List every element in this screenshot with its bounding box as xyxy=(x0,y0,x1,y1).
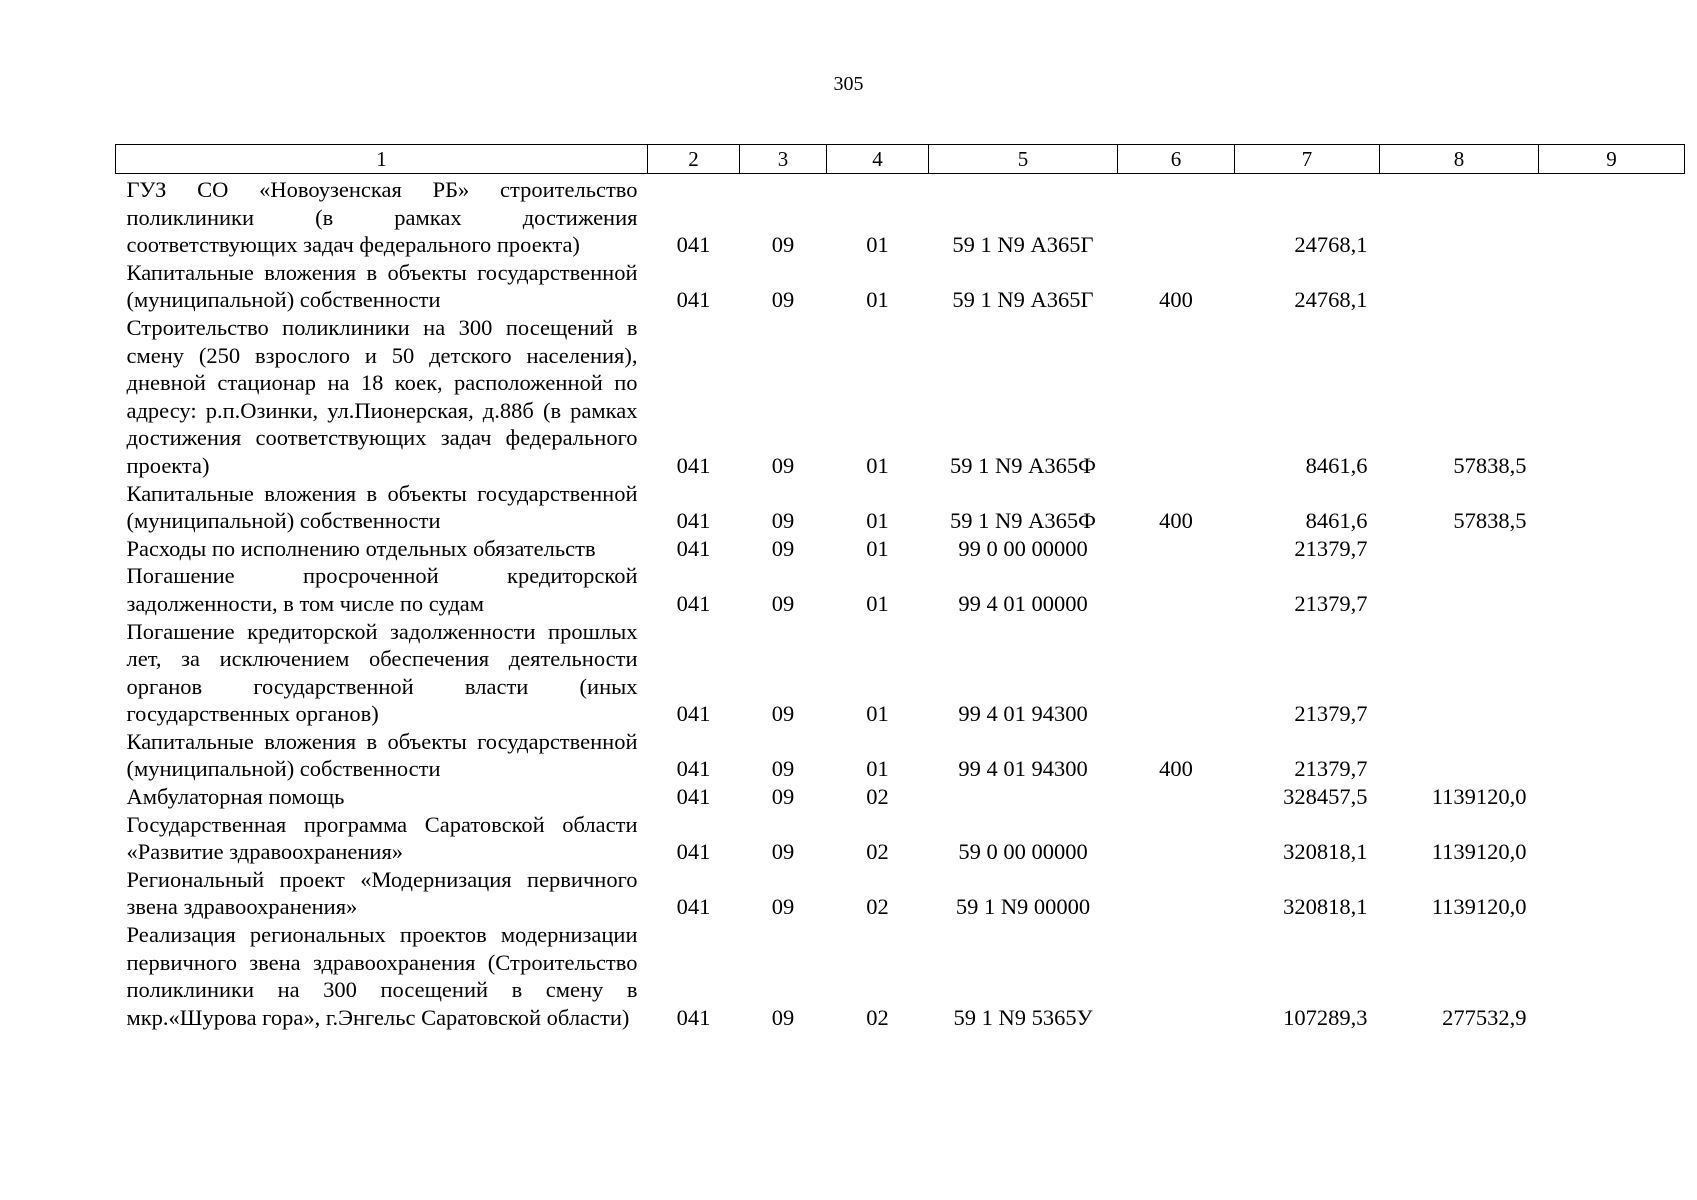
column-header: 3 xyxy=(740,145,827,174)
expense-type-code xyxy=(1118,562,1235,617)
subsection-code: 01 xyxy=(866,508,889,534)
item-name: Государственная программа Саратовской области «Развитие здравоохранения» xyxy=(126,811,638,865)
amount-col-9 xyxy=(1539,562,1685,617)
item-name: Капитальные вложения в объекты государственной (муниципальной) собственности xyxy=(126,728,638,782)
amount-col-9 xyxy=(1539,618,1685,728)
section-code: 09 xyxy=(771,839,795,865)
column-header: 9 xyxy=(1539,145,1685,174)
target-article-code: 59 1 N9 5365У xyxy=(953,1004,1093,1030)
amount-col-8: 277532,9 xyxy=(1442,1004,1527,1030)
ministry-code: 041 xyxy=(676,784,711,810)
table-row xyxy=(116,783,1685,811)
target-article-code: 99 4 01 94300 xyxy=(958,756,1088,782)
expense-type-code xyxy=(1118,618,1235,728)
table-row xyxy=(116,618,1685,728)
section-code: 09 xyxy=(771,1004,795,1030)
ministry-code: 041 xyxy=(676,287,711,313)
ministry-code: 041 xyxy=(676,1004,711,1030)
subsection-code: 01 xyxy=(866,701,889,727)
section-code: 09 xyxy=(771,232,795,258)
amount-col-9 xyxy=(1539,783,1685,811)
item-name: Реализация региональных проектов модернизации первичного звена здравоохранения (Строительство поликлиники на 300 посещений в смену в мкр.«Шурова гора», г.Энгельс Саратовской области) xyxy=(126,922,638,1030)
item-name: Капитальные вложения в объекты государственной (муниципальной) собственности xyxy=(126,259,638,313)
amount-col-7: 21379,7 xyxy=(1294,535,1368,561)
amount-col-8 xyxy=(1380,174,1539,259)
table-row xyxy=(116,259,1685,314)
amount-col-8 xyxy=(1380,562,1539,617)
section-code: 09 xyxy=(771,535,795,561)
amount-col-7: 320818,1 xyxy=(1283,894,1368,920)
column-header: 7 xyxy=(1235,145,1380,174)
table-row xyxy=(116,921,1685,1031)
item-name: Амбулаторная помощь xyxy=(126,784,345,810)
target-article-code: 59 1 N9 А365Г xyxy=(952,232,1094,258)
ministry-code: 041 xyxy=(676,756,711,782)
amount-col-9 xyxy=(1539,174,1685,259)
amount-col-9 xyxy=(1539,921,1685,1031)
expense-type-code: 400 xyxy=(1159,508,1193,534)
target-article-code: 59 1 N9 А365Ф xyxy=(950,452,1096,478)
target-article-code: 59 1 N9 А365Ф xyxy=(950,508,1096,534)
ministry-code: 041 xyxy=(676,839,711,865)
section-code: 09 xyxy=(771,756,795,782)
section-code: 09 xyxy=(771,894,795,920)
column-header: 6 xyxy=(1118,145,1235,174)
expense-type-code xyxy=(1118,866,1235,921)
target-article-code: 59 0 00 00000 xyxy=(958,839,1088,865)
amount-col-8 xyxy=(1380,535,1539,563)
expense-type-code: 400 xyxy=(1159,756,1193,782)
expense-type-code xyxy=(1118,783,1235,811)
item-name: ГУЗ СО «Новоузенская РБ» строительство поликлиники (в рамках достижения соответствующих задач федерального проекта) xyxy=(126,177,638,258)
table-body xyxy=(116,174,1685,1032)
header-row xyxy=(116,145,1685,174)
subsection-code: 01 xyxy=(866,232,889,258)
item-name: Расходы по исполнению отдельных обязательств xyxy=(126,535,596,561)
amount-col-8 xyxy=(1380,259,1539,314)
target-article-code: 59 1 N9 00000 xyxy=(955,894,1091,920)
table-row xyxy=(116,314,1685,480)
amount-col-9 xyxy=(1539,480,1685,535)
section-code: 09 xyxy=(771,287,795,313)
subsection-code: 02 xyxy=(866,839,889,865)
item-name: Региональный проект «Модернизация первичного звена здравоохранения» xyxy=(126,866,638,920)
ministry-code: 041 xyxy=(676,701,711,727)
amount-col-8 xyxy=(1380,618,1539,728)
item-name: Капитальные вложения в объекты государственной (муниципальной) собственности xyxy=(126,480,638,534)
budget-table xyxy=(115,144,1685,1031)
column-header: 5 xyxy=(929,145,1118,174)
column-header: 8 xyxy=(1380,145,1539,174)
amount-col-8: 57838,5 xyxy=(1453,452,1527,478)
target-article-code: 99 0 00 00000 xyxy=(958,535,1088,561)
amount-col-9 xyxy=(1539,259,1685,314)
expense-type-code xyxy=(1118,811,1235,866)
amount-col-8: 57838,5 xyxy=(1453,508,1527,534)
section-code: 09 xyxy=(771,784,795,810)
item-name: Погашение просроченной кредиторской задолженности, в том числе по судам xyxy=(126,563,638,616)
section-code: 09 xyxy=(771,508,795,534)
subsection-code: 01 xyxy=(866,452,889,478)
amount-col-8: 1139120,0 xyxy=(1431,784,1527,810)
column-header: 2 xyxy=(648,145,740,174)
target-article-code: 59 1 N9 А365Г xyxy=(952,287,1094,313)
table-header xyxy=(116,145,1685,174)
column-header: 4 xyxy=(827,145,929,174)
amount-col-7: 21379,7 xyxy=(1294,756,1368,782)
amount-col-7: 24768,1 xyxy=(1294,232,1368,258)
ministry-code: 041 xyxy=(676,894,711,920)
target-article-code xyxy=(929,783,1118,811)
amount-col-8 xyxy=(1380,728,1539,783)
page-number: 305 xyxy=(833,73,864,95)
ministry-code: 041 xyxy=(676,535,711,561)
ministry-code: 041 xyxy=(676,508,711,534)
table-row xyxy=(116,728,1685,783)
item-name: Погашение кредиторской задолженности прошлых лет, за исключением обеспечения деятельности органов государственной власти (иных государственных органов) xyxy=(126,618,638,727)
table-row xyxy=(116,866,1685,921)
ministry-code: 041 xyxy=(676,590,711,616)
amount-col-7: 8461,6 xyxy=(1305,508,1368,534)
target-article-code: 99 4 01 94300 xyxy=(958,701,1088,727)
amount-col-7: 107289,3 xyxy=(1283,1004,1368,1030)
amount-col-9 xyxy=(1539,866,1685,921)
subsection-code: 02 xyxy=(866,1004,889,1030)
amount-col-8: 1139120,0 xyxy=(1431,839,1527,865)
subsection-code: 01 xyxy=(866,287,889,313)
subsection-code: 01 xyxy=(866,535,889,561)
amount-col-9 xyxy=(1539,314,1685,480)
table-row xyxy=(116,811,1685,866)
amount-col-7: 328457,5 xyxy=(1283,784,1368,810)
table-row xyxy=(116,535,1685,563)
ministry-code: 041 xyxy=(676,232,711,258)
subsection-code: 01 xyxy=(866,756,889,782)
expense-type-code xyxy=(1118,921,1235,1031)
table-row xyxy=(116,174,1685,259)
subsection-code: 02 xyxy=(866,894,889,920)
ministry-code: 041 xyxy=(676,452,711,478)
expense-type-code xyxy=(1118,314,1235,480)
table-row xyxy=(116,562,1685,617)
amount-col-8: 1139120,0 xyxy=(1431,894,1527,920)
amount-col-9 xyxy=(1539,811,1685,866)
target-article-code: 99 4 01 00000 xyxy=(958,590,1088,616)
section-code: 09 xyxy=(771,590,795,616)
table-row xyxy=(116,480,1685,535)
section-code: 09 xyxy=(771,701,795,727)
subsection-code: 02 xyxy=(866,784,889,810)
amount-col-7: 8461,6 xyxy=(1305,452,1368,478)
amount-col-7: 320818,1 xyxy=(1283,839,1368,865)
expense-type-code xyxy=(1118,174,1235,259)
amount-col-7: 21379,7 xyxy=(1294,590,1368,616)
section-code: 09 xyxy=(771,452,795,478)
amount-col-9 xyxy=(1539,728,1685,783)
amount-col-7: 21379,7 xyxy=(1294,701,1368,727)
item-name: Строительство поликлиники на 300 посещений в смену (250 взрослого и 50 детского населения), дневной стационар на 18 коек, расположенной по адресу: р.п.Озинки, ул.Пионерская, д.88б (в рамках достижения соответствующих задач федерального проекта) xyxy=(126,314,638,478)
amount-col-9 xyxy=(1539,535,1685,563)
expense-type-code: 400 xyxy=(1159,287,1193,313)
column-header: 1 xyxy=(116,145,648,174)
amount-col-7: 24768,1 xyxy=(1294,287,1368,313)
expense-type-code xyxy=(1118,535,1235,563)
subsection-code: 01 xyxy=(866,590,889,616)
